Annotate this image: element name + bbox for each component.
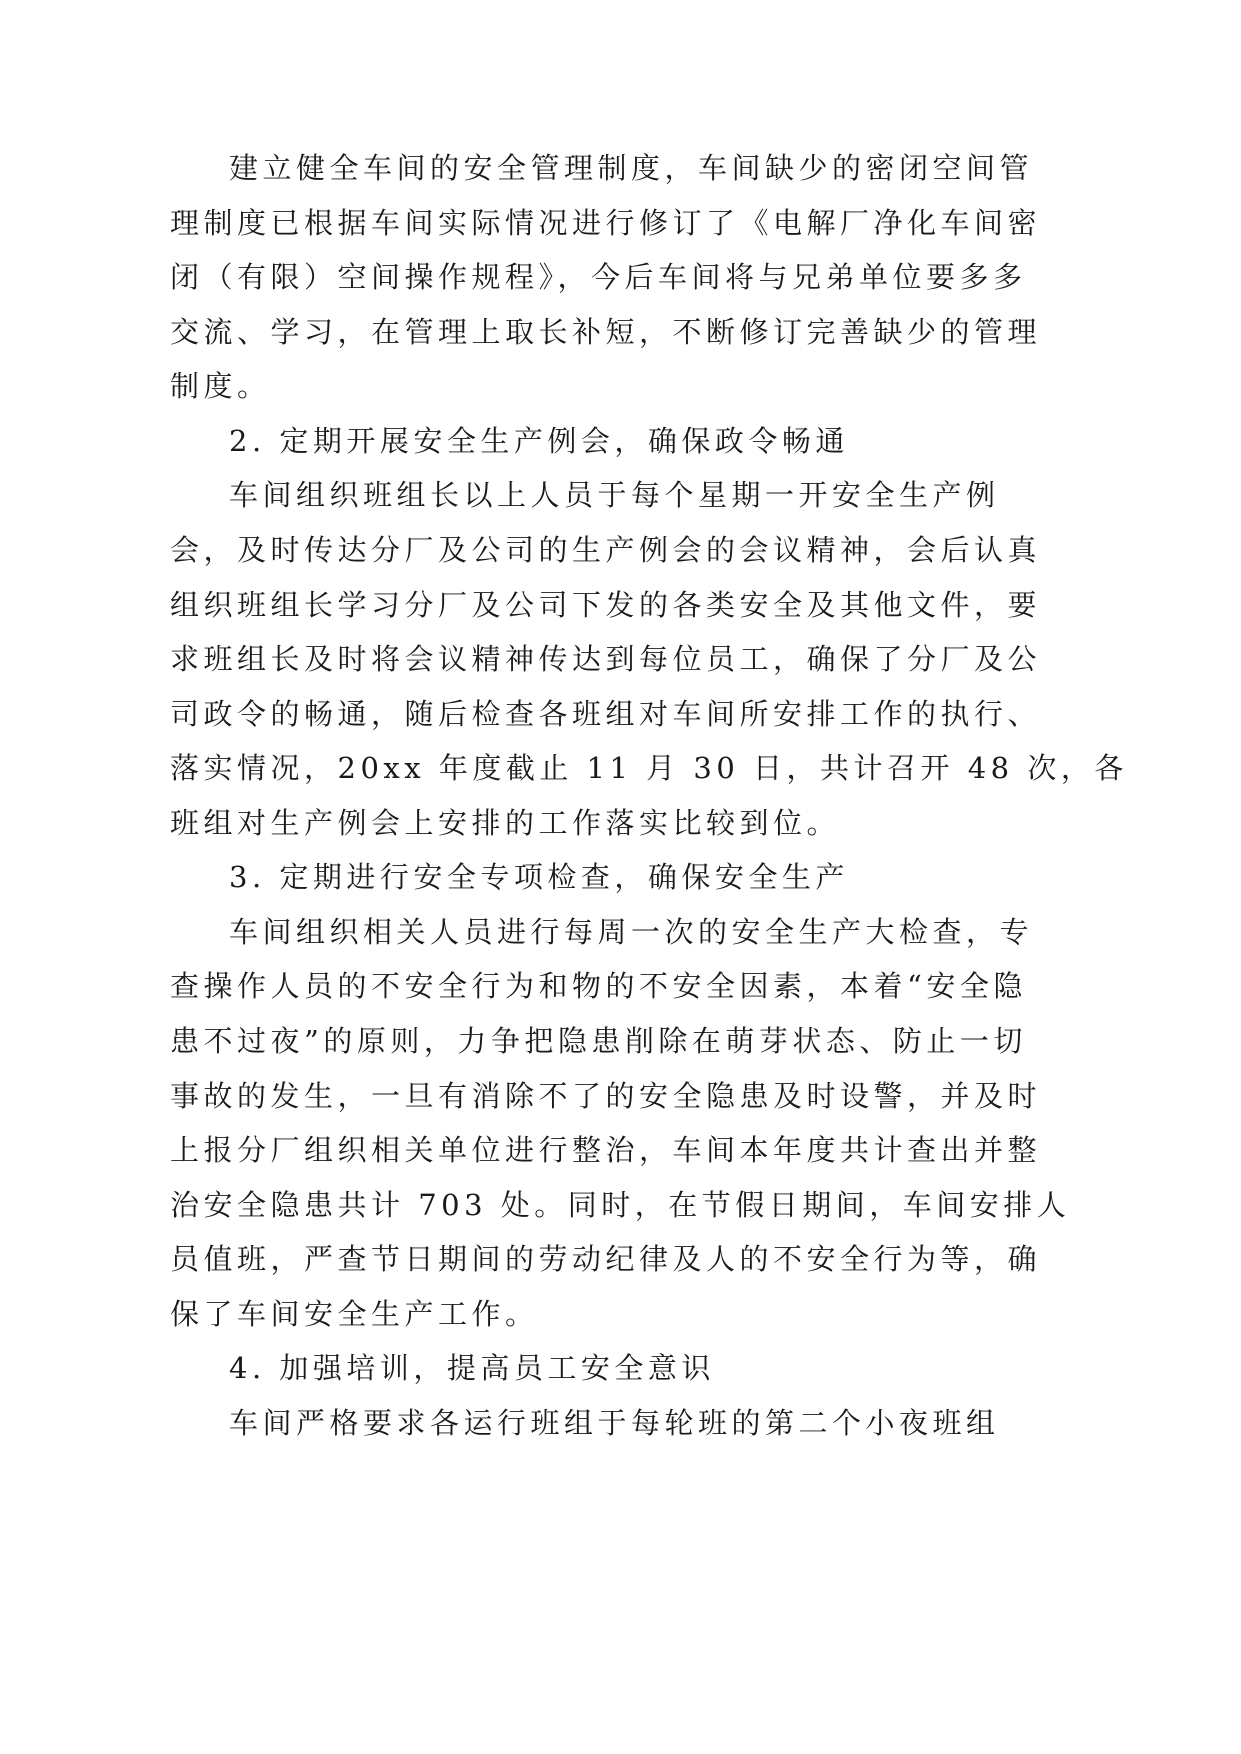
paragraph-line: 班组对生产例会上安排的工作落实比较到位。 (170, 806, 841, 840)
paragraph-line: 落实情况，20xx 年度截止 11 月 30 日，共计召开 48 次，各 (170, 751, 1128, 785)
section-heading: 3. 定期进行安全专项检查，确保安全生产 (229, 860, 849, 894)
paragraph-line: 闭（有限）空间操作规程》，今后车间将与兄弟单位要多多 (170, 260, 1027, 294)
paragraph-line: 制度。 (170, 369, 271, 403)
paragraph-line: 事故的发生，一旦有消除不了的安全隐患及时设警，并及时 (170, 1079, 1042, 1113)
paragraph-line: 查操作人员的不安全行为和物的不安全因素，本着“安全隐 (170, 969, 1027, 1003)
paragraph-line: 组织班组长学习分厂及公司下发的各类安全及其他文件，要 (170, 588, 1042, 622)
paragraph-line: 治安全隐患共计 703 处。同时，在节假日期间，车间安排人 (170, 1188, 1071, 1222)
paragraph-line: 司政令的畅通，随后检查各班组对车间所安排工作的执行、 (170, 697, 1042, 731)
paragraph-line: 交流、学习，在管理上取长补短，不断修订完善缺少的管理 (170, 315, 1042, 349)
paragraph-line: 会，及时传达分厂及公司的生产例会的会议精神，会后认真 (170, 533, 1042, 567)
section-heading: 2. 定期开展安全生产例会，确保政令畅通 (229, 424, 849, 458)
paragraph-line: 车间严格要求各运行班组于每轮班的第二个小夜班组 (229, 1406, 1000, 1440)
paragraph-line: 保了车间安全生产工作。 (170, 1297, 539, 1331)
paragraph-line: 建立健全车间的安全管理制度，车间缺少的密闭空间管 (229, 151, 1034, 185)
paragraph-line: 患不过夜”的原则，力争把隐患削除在萌芽状态、防止一切 (170, 1024, 1027, 1058)
paragraph-line: 车间组织班组长以上人员于每个星期一开安全生产例 (229, 478, 1000, 512)
paragraph-line: 求班组长及时将会议精神传达到每位员工，确保了分厂及公 (170, 642, 1042, 676)
section-heading: 4. 加强培训，提高员工安全意识 (229, 1351, 715, 1385)
paragraph-line: 车间组织相关人员进行每周一次的安全生产大检查，专 (229, 915, 1034, 949)
paragraph-line: 员值班，严查节日期间的劳动纪律及人的不安全行为等，确 (170, 1242, 1042, 1276)
paragraph-line: 上报分厂组织相关单位进行整治，车间本年度共计查出并整 (170, 1133, 1042, 1167)
paragraph-line: 理制度已根据车间实际情况进行修订了《电解厂净化车间密 (170, 206, 1042, 240)
